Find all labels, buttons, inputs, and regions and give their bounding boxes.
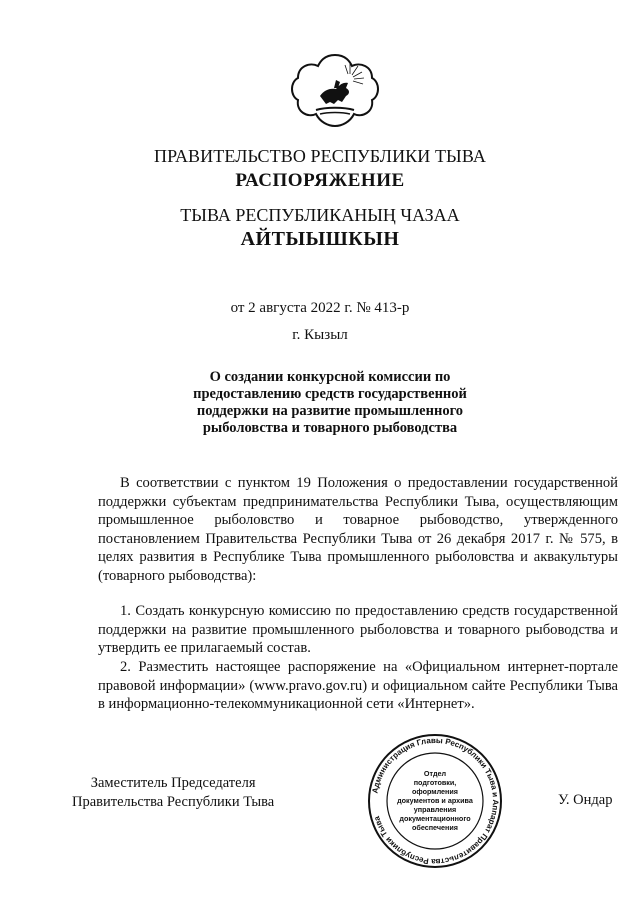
subject-line: предоставлению средств государственной	[193, 386, 467, 402]
position-line: Заместитель Председателя	[90, 775, 256, 791]
svg-text:управления: управления	[413, 805, 457, 814]
subject-line: рыболовства и товарного рыбоводства	[202, 420, 458, 436]
document-subject	[180, 369, 480, 437]
document-type-ru: РАСПОРЯЖЕНИЕ	[235, 170, 405, 191]
item-2-paragraph	[100, 658, 618, 714]
preamble-text: В соответствии с пунктом 19 Положения о предоставлении государственной поддержки субъектам предпринимательства Республики Тыва, осуществляющим промышленное рыболовство и товарное рыбоводство, утвержденного постановлением Правительства Республики Тыва от 26 декабря 2017 г. № 575, в целях развития в Республике Тыва промышленного рыболовства и аквакультуры (товарного рыбоводства):	[98, 475, 618, 584]
svg-text:документационного: документационного	[399, 814, 471, 823]
subject-line: поддержки на развитие промышленного	[196, 403, 464, 419]
svg-text:обеспечения: обеспечения	[411, 823, 459, 832]
item-1-text: 1. Создать конкурсную комиссию по предоставлению средств государственной поддержки на развитие промышленного рыболовства и товарного рыбоводства и утвердить ее прилагаемый состав.	[98, 603, 618, 656]
government-name-ru: ПРАВИТЕЛЬСТВО РЕСПУБЛИКИ ТЫВА	[154, 146, 486, 166]
item-1-paragraph	[100, 602, 618, 658]
svg-text:оформления: оформления	[411, 787, 459, 796]
signatory-name: У. Ондар	[558, 792, 613, 808]
svg-text:Отдел: Отдел	[423, 769, 447, 778]
subject-line: О создании конкурсной комиссии по	[209, 369, 451, 385]
preamble-paragraph	[100, 474, 618, 585]
government-name-tyv: ТЫВА РЕСПУБЛИКАНЫҢ ЧАЗАА	[180, 205, 460, 225]
position-line: Правительства Республики Тыва	[72, 794, 275, 810]
document-type-tyv: АЙТЫЫШКЫН	[240, 228, 400, 250]
item-2-text: 2. Разместить настоящее распоряжение на «Официальном интернет-портале правовой информации» (www.pravo.gov.ru) и официальном сайте Республики Тыва в информационно-телекоммуникационной сети «Интернет».	[98, 659, 618, 712]
svg-text:подготовки,: подготовки,	[413, 778, 457, 787]
document-date-number: от 2 августа 2022 г. № 413-р	[230, 300, 410, 316]
coat-of-arms-emblem	[290, 52, 380, 127]
official-seal-stamp	[366, 732, 504, 870]
svg-text:документов и архива: документов и архива	[397, 796, 473, 805]
signatory-position	[72, 774, 274, 812]
svg-text:Администрация Главы Республики: Администрация Главы Республики Тыва и Аппарат Правительства Республики Тыва	[370, 735, 501, 867]
document-city: г. Кызыл	[292, 327, 348, 343]
